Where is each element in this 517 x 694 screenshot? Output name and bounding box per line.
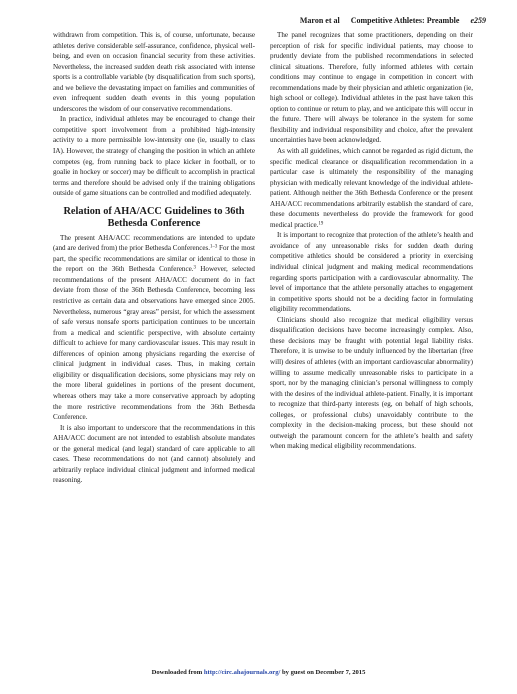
paragraph-text: However, selected recommendations of the present AHA/ACC document do in fact deviate from those of the 36th Bethesda Conference, becoming less restrictive as certain data and observations have emerged since 2005. Nevertheless, numerous “gray areas” persist, for which the assessment of safe versus nonsafe sports participation continues to be uncertain from a medical and scientific perspective, with absolute certainty difficult to achieve for many cardiovascular issues. This may result in differences of opinion among physicians regarding the exercise of clinical judgment in individual cases. Thus, in making certain eligibility or disqualification decisions, some physicians may rely on the more liberal guidelines in portions of the present document, whereas others may take a more conservative approach by adopting the more restrictive recommendations from the 36th Bethesda Conference. (53, 265, 255, 422)
citation-ref: 1–3 (210, 244, 218, 250)
footer-suffix: by guest on December 7, 2015 (281, 669, 366, 676)
header-authors: Maron et al (299, 16, 340, 25)
paragraph-text: As with all guidelines, which cannot be regarded as rigid dictum, the specific medical clearance or disqualification recommendation in a particular case is ultimately the responsibility of the managing physician with medically relevant knowledge of the individual athlete-patient. Although neither the 36th Bethesda Conference or the present AHA/ACC recommendations arbitrarily establish the standard of care, these documents nevertheless do provide the framework for good medical practice. (270, 147, 473, 229)
header-page-number: e259 (470, 16, 486, 25)
running-header (291, 16, 486, 25)
header-title: Competitive Athletes: Preamble (350, 16, 460, 25)
left-column (53, 30, 255, 486)
right-column (270, 30, 473, 452)
paragraph: withdrawn from competition. This is, of course, unfortunate, because athletes derive considerable self-assurance, confidence, physical well-being, and even on occasion financial security from these activities. Nevertheless, the increased sudden death risk associated with intense sports is a controllable variable (by disqualification from such sports), and we believe the devastating impact on families and communities of even infrequent sudden death events in this young population underscores the wisdom of our conservative recommendations. (53, 31, 255, 113)
paragraph: It is important to recognize that protection of the athlete’s health and avoidance of any unreasonable risks for sudden death during competitive athletics should be considered a priority in exercising individual clinical judgment and making medical recommendations regarding sports participation with a cardiovascular abnormality. The level of importance that the athlete personally attaches to engagement in competitive sports should not be a deciding factor in formulating eligibility recommendations. (270, 231, 473, 314)
paragraph (53, 233, 255, 423)
paragraph-text: The present AHA/ACC recommendations are intended to update (and are derived from) the prior Bethesda Conferences. (53, 233, 255, 253)
citation-ref: 3 (193, 265, 196, 271)
citation-ref: 19 (318, 221, 324, 227)
paragraph (270, 146, 473, 230)
section-heading: Relation of AHA/ACC Guidelines to 36th Bethesda Conference (63, 205, 245, 230)
paragraph-text: For the most part, the specific recommendations are similar or identical to those in the report on the 36th Bethesda Conference. (53, 244, 255, 274)
paragraph: In practice, individual athletes may be encouraged to change their competitive sport involvement from a prohibited high-intensity activity to a more permissible low-intensity one (ie, usually to class IA). However, the strategy of changing the position in which an athlete competes (eg, from running back to place kicker in football, or to goalie in hockey or soccer) may be difficult to accomplish in practical terms and therefore should be advised only if the training obligations outside of game situations can be controlled and modified adequately. (53, 115, 255, 198)
footer-link[interactable]: http://circ.ahajournals.org/ (203, 669, 281, 676)
paragraph: Clinicians should also recognize that medical eligibility versus disqualification decisions have become increasingly complex. Also, these decisions may be fraught with potential legal liability risks. Therefore, it is unwise to be unduly influenced by the libertarian (free will) desires of athletes (with an important cardiovascular abnormality) willing to assume medically unreasonable risks to participate in a sport, nor by the managing clinician’s personal willingness to comply with the desires of the individual athlete-patient. Finally, it is important to recognize that third-party interests (eg, on behalf of high schools, colleges, or professional clubs) unavoidably contribute to the complexity in the decision-making process, but these should not outweigh the paramount concern for the athlete’s health and safety when making medical eligibility recommendations. (270, 315, 473, 451)
paragraph: It is also important to underscore that the recommendations in this AHA/ACC document are not intended to establish absolute mandates or the general medical (and legal) standard of care applicable to all cases. These recommendations do not (and cannot) absolutely and arbitrarily replace individual clinical judgment and informed medical reasoning. (53, 423, 255, 485)
footer-prefix: Downloaded from (151, 669, 203, 676)
download-footer (0, 669, 517, 676)
paragraph: The panel recognizes that some practitioners, depending on their perception of risk for specific individual patients, may choose to prudently deviate from the published recommendations in selected clinical situations. Therefore, fully informed athletes with certain conditions may continue to engage in competition in concert with recommendations made by their physician and athletic organization (ie, high school or college). Individual athletes in the past have taken this option to continue or return to play, and we anticipate this will occur in the future. There will always be tolerance in the system for some flexibility and individual responsibility and choice, after the prevalent uncertainties have been acknowledged. (270, 31, 473, 145)
